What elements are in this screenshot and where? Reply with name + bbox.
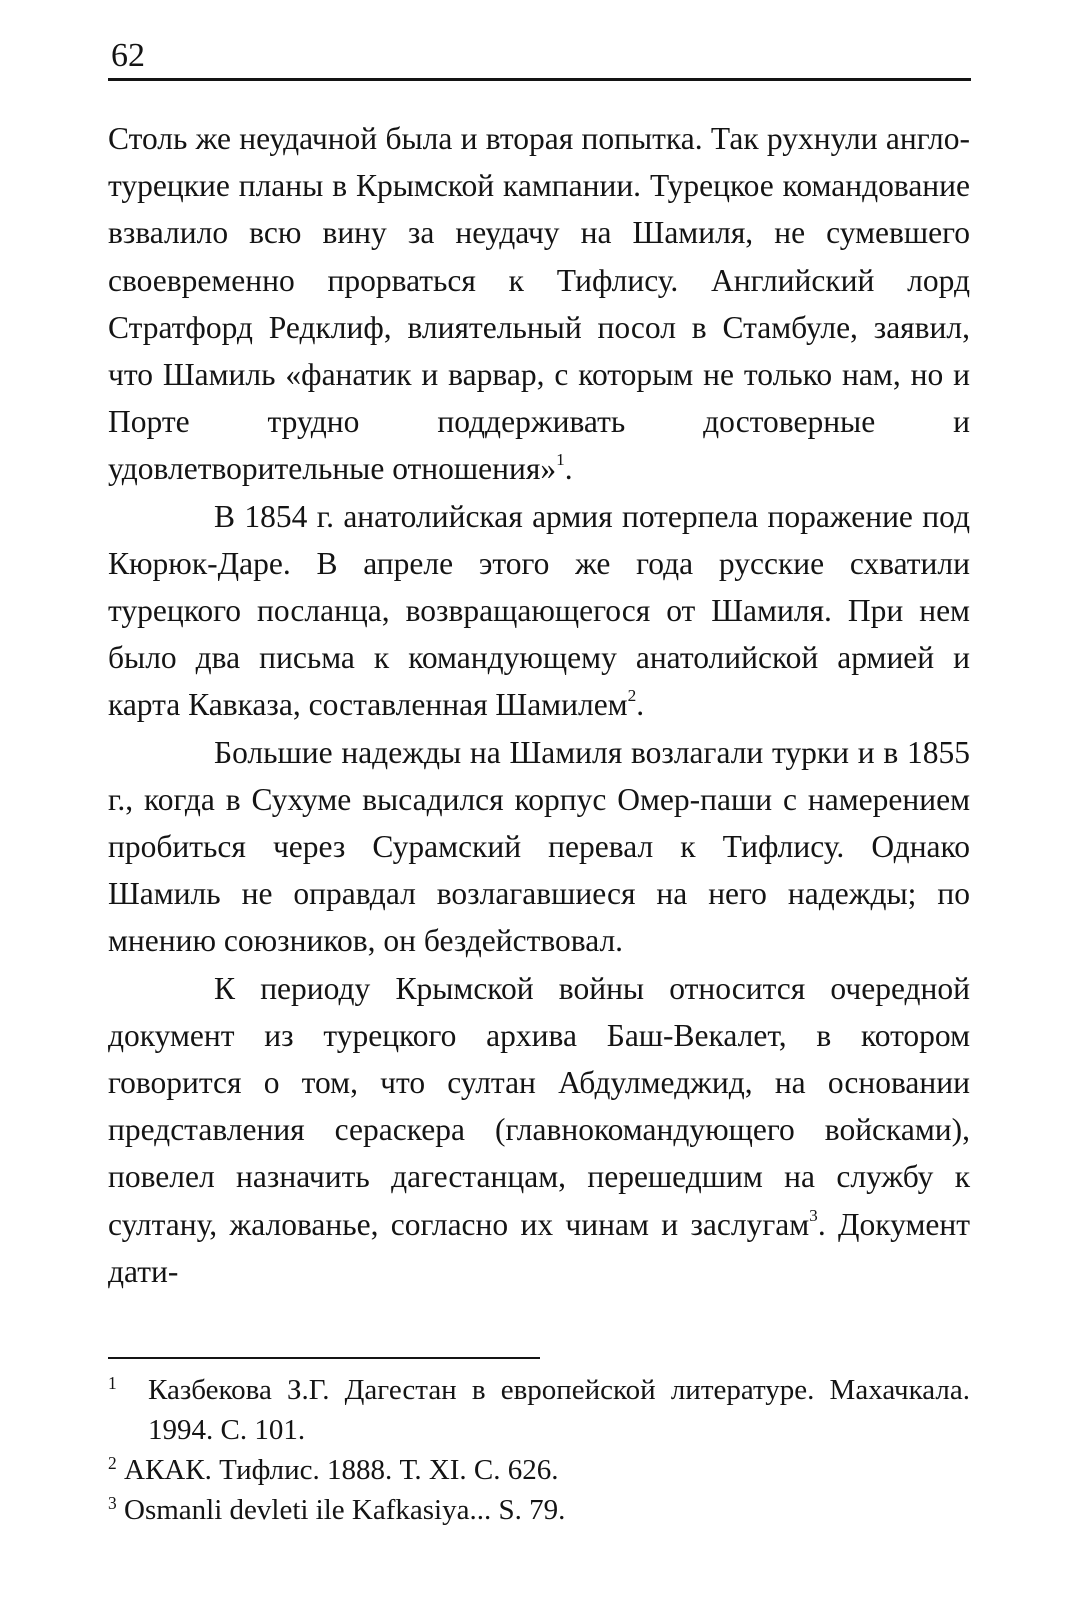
footnote-3-text: Osmanli devleti ile Kafkasiya... S. 79. <box>124 1494 566 1526</box>
footnote-ref-2: 2 <box>627 686 637 706</box>
paragraph-4-tail: . Документ дати- <box>108 1206 971 1289</box>
paragraph-3-text: Большие надежды на Шамиля возлагали турки и в 1855 г., когда в Сухуме высадился корпус Омер-паши с намерением пробиться через Сурамский перевал к Тифлису. Однако Шамиль не оправдал возлагавшиеся на него надежды; по мнению союзников, он бездействовал. <box>108 734 970 959</box>
paragraph-1-text: Столь же неудачной была и вторая попытка. Так рухнули англо-турецкие планы в Крымской кампании. Турецкое командование взвалило всю вину за неудачу на Шамиля, не сумевшего своевременно прорваться к Тифлису. Английский лорд Стратфорд Редклиф, влиятельный посол в Стамбуле, заявил, что Шамиль «фанатик и варвар, с которым не только нам, но и Порте трудно поддерживать достоверные и удовлетворительные отношения» <box>108 121 970 487</box>
footnote-rule <box>108 1357 540 1359</box>
paragraph-2-text: В 1854 г. анатолийская армия потерпела поражение под Кюрюк-Даре. В апреле этого же года русские схватили турецкого посланца, возвращающегося от Шамиля. При нем было два письма к командующему анатолийской армией и карта Кавказа, составленная Шамилем <box>108 498 970 723</box>
footnotes <box>108 1370 970 1530</box>
footnote-1-text: Казбекова З.Г. Дагестан в европейской литературе. Махачкала. 1994. С. 101. <box>148 1374 970 1446</box>
header-rule <box>108 78 971 81</box>
paragraph-1 <box>108 115 970 493</box>
footnote-ref-3: 3 <box>809 1205 818 1225</box>
footnote-2-mark: 2 <box>108 1453 117 1473</box>
footnote-ref-1: 1 <box>556 450 565 470</box>
paragraph-1-tail: . <box>564 451 573 487</box>
paragraph-4-text: К периоду Крымской войны относится очередной документ из турецкого архива Баш-Векалет, в котором говорится о том, что султан Абдулмеджид, на основании представления сераскера (главнокомандующего войсками), повелел назначить дагестанцам, перешедшим на службу к султану, жалованье, согласно их чинам и заслугам <box>108 970 970 1242</box>
page-number: 62 <box>111 37 145 74</box>
main-text <box>108 115 970 1295</box>
footnote-1-mark: 1 <box>108 1373 117 1393</box>
paragraph-2 <box>108 493 970 729</box>
paragraph-4 <box>108 965 970 1295</box>
footnote-2 <box>108 1450 970 1490</box>
footnote-1 <box>108 1370 970 1450</box>
footnote-3 <box>108 1490 970 1530</box>
paragraph-3 <box>108 729 970 965</box>
footnote-3-mark: 3 <box>108 1493 117 1513</box>
paragraph-2-tail: . <box>636 687 645 723</box>
footnote-2-text: АКАК. Тифлис. 1888. Т. XI. С. 626. <box>124 1454 559 1486</box>
